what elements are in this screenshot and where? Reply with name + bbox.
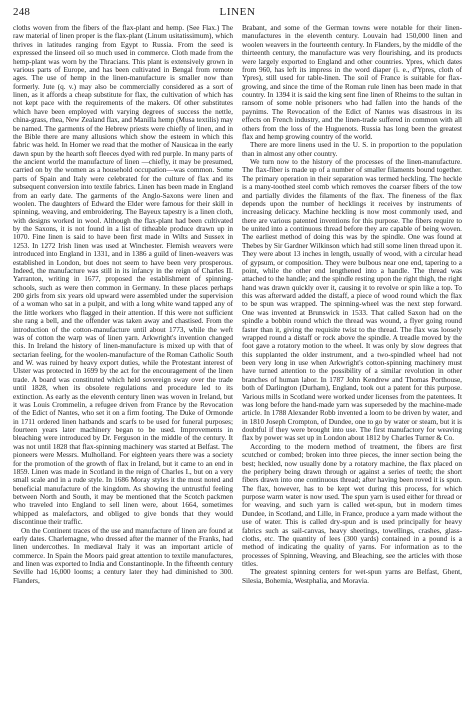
paragraph: According to the modern method of treatment, the fibers are first scutched or combed; broken into three pieces, the inner section being the best; heckled, now usually done by a rotatory machine, the flax placed on the periphery being drawn through or against a series of teeth; the short fibers drawn into one continuous thread; after having been roved it is spun. The flax, however, has to be kept wet during this process, for which purpose warm water is now used. The spun yarn is used either for thread or for weaving, and such yarn is called wet-spun, but in modern times Dundee, in Scotland, and Lille, in France, produce a yarn made without the use of water. This is called dry-spun and is used principally for heavy fabrics such as sail-canvas, heavy sheetings, towellings, crashes, glass-cloths, etc. The quantity of lees (300 yards) contained in a pound is a method of indicating the quality of yarns. For information as to the processes of Spinning, Weaving, and Bleaching, see the articles with those titles.	[242, 442, 462, 568]
text-columns	[13, 24, 462, 707]
page-number: 248	[13, 6, 31, 18]
right-column	[242, 24, 462, 707]
page-header	[13, 6, 462, 20]
paragraph: Brabant, and some of the German towns were notable for their linen-manufactures in the eleventh century. Louvain had 150,000 linen and woolen weavers in the fourteenth century. In Flanders, by the middle of the thirteenth century, the manufacture was very flourishing, and its products were largely exported to England and other countries. Ypres, which dates from 960, has left its impress in the word diaper (i. e., d'Ypres, cloth of Ypres), still used for table-linen. The soil of France is suitable for flax-growing, and since the time of the Roman rule linen has been made in that country. In 1394 it is said the king sent fine linen of Rheims to the sultan in ransom of some noble prisoners who had fallen into the hands of the paynims. The Revocation of the Edict of Nantes was disastrous in its effects on French industry, and the linen-trade suffered in common with all others from the loss of the Huguenots. Russia has long been the greatest flax and hemp growing country of the world.	[242, 24, 462, 141]
left-column	[13, 24, 233, 707]
running-title: LINEN	[219, 6, 256, 18]
paragraph: The greatest spinning centers for wet-spun yarns are Belfast, Ghent, Silesia, Bohemia, Westphalia, and Moravia.	[242, 568, 462, 585]
paragraph: cloths woven from the fibers of the flax-plant and hemp. (See Flax.) The raw material of linen proper is the flax-plant (Linum usitatissimum), which thrives in latitudes ranging from Egypt to Russia. From the seed is expressed the linseed oil so much used in commerce. Cloth made from the hemp-plant was worn by the Thracians. This plant is extensively grown in various parts of Europe, and has been cultivated in Bengal from remote ages. The use of hemp in the linen-manufacture is smaller now than formerly. Jute (q. v.) may also be commercially considered as a sort of linen, as it affords a cheap substitute for flax, the cultivation of which has not kept pace with the requirements of the makers. Of other substitutes which have been employed with varying degrees of success the nettle, china-grass, rhea, New Zealand flax, and Manilla hemp (Musa textilis) may be named. The garments of the Hebrew priests were chiefly of linen, and in the Bible there are many allusions which show the esteem in which this fabric was held. In Homer we read that the mother of Nausicaa in the early dawn spun by the hearth soft fleeces dyed with red purple. In many parts of the ancient world the manufacture of linen —chiefly, it may be presumed, carried on by the women as a household occupation—was common. Some parts of Spain and Italy were celebrated for the culture of flax and its subsequent conversion into textile fabrics. Linen has been made in England from an early date. The garments of the Anglo-Saxons were linen and woolen. The daughters of Edward the Elder were famous for their skill in spinning, weaving, and embroidering. The Bayeux tapestry is a linen cloth, with designs worked in wool. Although the flax-plant had been cultivated by the Saxons, it is not found in a list of titheable produce drawn up in 1070. Fine linen is said to have been first made in Wilts and Sussex in 1253. In 1272 Irish linen was used at Winchester. Flemish weavers were introduced into England in 1331, and in 1386 a guild of linen-weavers was established in London, but does not seem to have been very prosperous. Indeed, the manufacture was still in its infancy in the reign of Charles II. Yarranton, writing in 1677, proposed the establishment of spinning-schools, such as were then common in Germany. In these places perhaps 200 girls from six years old upward were assembled under the supervision of a woman who sat in a pulpit, and with a long white wand tapped any of the little workers who flagged in their attention. If this were not sufficient she rang a bell, and the offender was taken away and chastised. From the introduction of the cotton-manufacture until about 1773, while the weft was of cotton the warp was of linen yarn. Arkwright's invention changed this. In Ireland the history of linen-manufacture is mixed up with that of sectarian feeling, for the woolen-manufacture of the Roman Catholic South and W. was ruined by heavy export duties, while the Protestant interest of Ulster was protected in 1699 by the act for the encouragement of the linen trade. A board was constituted which held sovereign sway over the trade until 1828, when its obsolete regulations and procedure led to its extinction. As early as the eleventh century linen was woven in Ireland, but it was Louis Crommelin, a refugee driven from France by the Revocation of the Edict of Nantes, who set it on a firm footing. The Duke of Ormonde in 1711 ordered linen hatbands and scarfs to be used for funeral purposes; fourteen years later machinery began to be used. Improvements in bleaching were introduced by Dr. Ferguson in the middle of the century. It was not until 1828 that flax-spinning machinery was started at Belfast. The pioneers were Messrs. Mulholland. For eighteen years there was a society for the promotion of the growth of flax in Ireland, but it came to an end in 1859. Linen was made in Scotland in the reign of Charles I., but on a very small scale and in a rude style. In 1686 Moray styles it the most noted and beneficial manufacture of the kingdom. As showing the untrustful feeling between North and South, it may be mentioned that the Scotch packmen who traveled into England to sell linen were, about 1664, sometimes whipped as malefactors, and obliged to give bonds that they would discontinue their traffic.	[13, 24, 233, 527]
paragraph: We turn now to the history of the processes of the linen-manufacture. The flax-fiber is made up of a number of smaller filaments bound together. The primary operation in their separation was termed heckling. The heckle is a many-toothed steel comb which removes the coarser fibers of the tow and partially divides the filaments of the flax. The fineness of the flax depends upon the number of hecklings it receives by instruments of increasing delicacy. Machine heckling is now most commonly used, and there are various patented inventions for this purpose. The fibers require to be united into a continuous thread before they are capable of being woven. The earliest method of doing this was by the spindle. One was found at Thebes by Sir Gardner Wilkinson which had still some linen thread upon it. They were about 13 inches in length, usually of wood, with a circular head of gypsum, or composition. They were bulbous near one end, tapering to a point, while the other end lengthened into a handle. The thread was attached to the handle; and the spindle resting upon the right thigh, the right hand was drawn quickly over it, causing it to revolve or spin like a top. To this was afterward added the distaff, a piece of wood round which the flax to be spun was wrapped. The spinning-wheel was the next step forward. One was invented at Brunswick in 1533. That called Saxon had on the spindle a bobbin round which the thread was wound, a flyer going round faster than it, giving the requisite twist to the thread. The flax was loosely wrapped round a distaff or rock above the spindle. A treadle moved by the foot gave a rotatory motion to the wheel. It was only by slow degrees that this supplanted the older instrument, and a two-spindled wheel had not been very long in use when Arkwright's cotton-spinning machinery must have turned attention to the possibility of a similar revolution in other branches of human labor. In 1787 John Kendrew and Thomas Porthouse, both of Darlington (Durham), England, took out a patent for this purpose. Various mills in Scotland were worked under licenses from the patentees. It was long before the hand-made yarn was superseded by the machine-made article. In 1788 Alexander Robb invented a loom to be driven by water, and in 1810 Joseph Crompton, of Dundee, one to go by water or steam, but it is doubtful if they were brought into use. The first manufactory for weaving flax by power was set up in London about 1812 by Charles Turner & Co.	[242, 158, 462, 443]
paragraph: There are more linens used in the U. S. in proportion to the population than in almost any other country.	[242, 141, 462, 158]
paragraph: On the Continent traces of the use and manufacture of linen are found at early dates. Charlemagne, who dressed after the manner of the Franks, had linen undercothes. In mediæval Italy it was an important article of commerce. In Spain the Moors paid great attention to textile manufactures, and linen was exported to India and Constantinople. In the fifteenth century Seville had 16,000 looms; a century later they had diminished to 300. Flanders,	[13, 526, 233, 585]
